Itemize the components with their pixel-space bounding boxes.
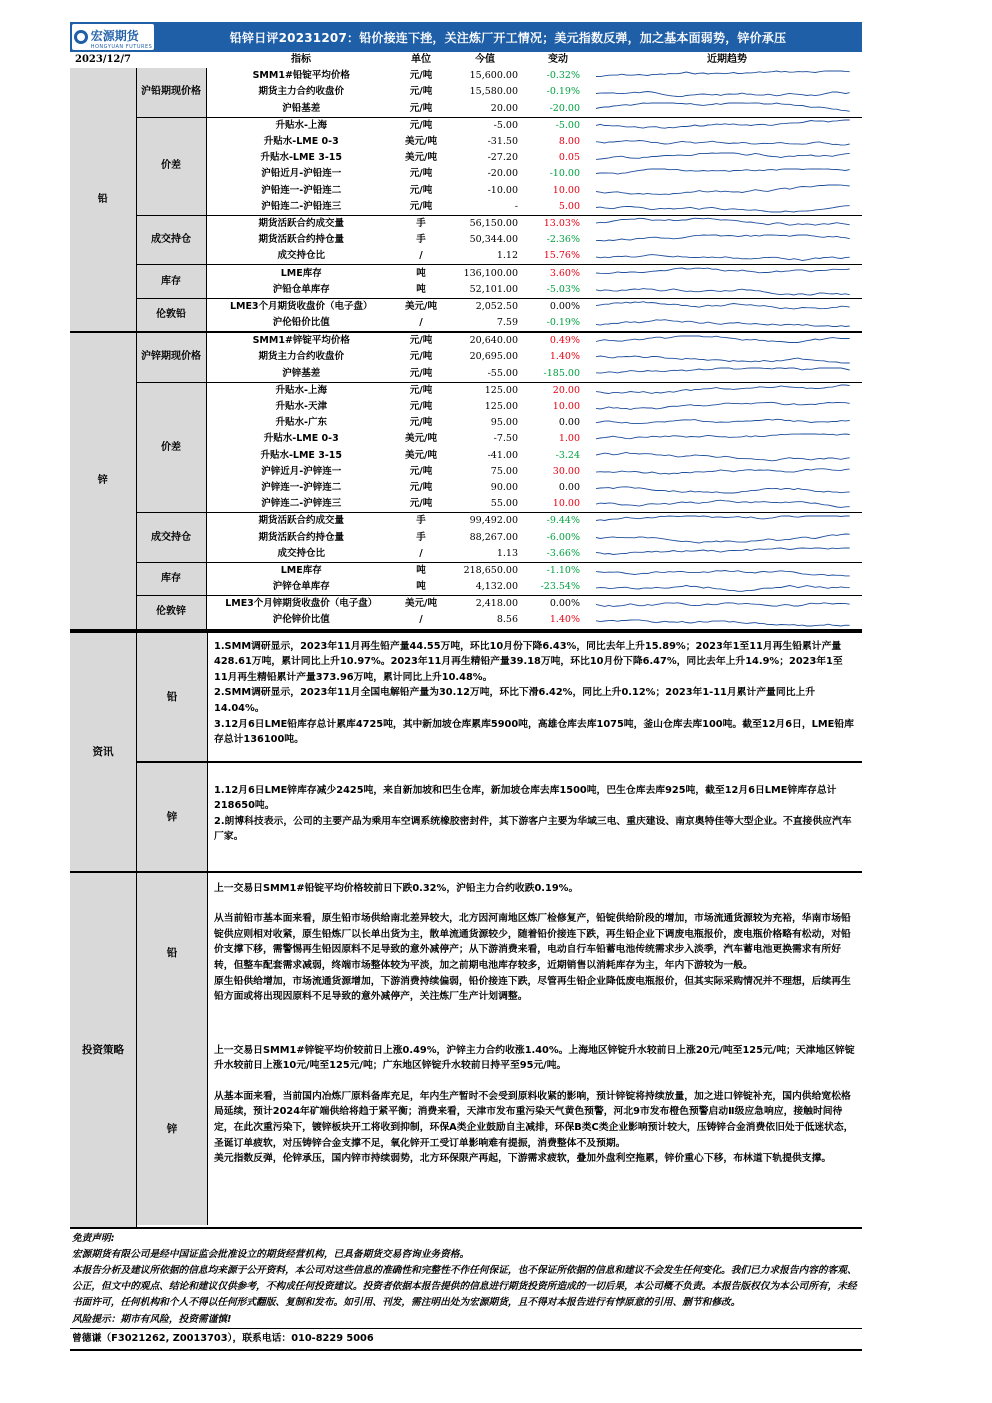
trend-sparkline — [592, 101, 862, 118]
trend-sparkline — [592, 84, 862, 100]
change-value: 1.40% — [549, 351, 580, 363]
today-value: 125.00 — [484, 401, 518, 413]
strategy-label: 投资策略 — [70, 873, 137, 1227]
today-value: - — [446, 199, 524, 216]
strategy-lead-para-1: 上一交易日SMM1#铅锭平均价格较前日下跌0.32%，沪铅主力合约收跌0.19%。 — [214, 882, 579, 894]
unit-cell: 手 — [416, 531, 426, 543]
unit-cell: 美元/吨 — [405, 433, 437, 445]
indicator-name: SMM1#锌锭平均价格 — [252, 335, 350, 347]
strategy-zinc-para-1: 上一交易日SMM1#锌锭平均价较前日上涨0.49%，沪锌主力合约收涨1.40%。上海地区锌锭升水较前日上涨20元/吨至125元/吨；天津地区锌锭升水较前日上涨10元/吨至125元/吨；广东地区锌锭升水较前日持平至95元/吨。 — [214, 1044, 855, 1072]
disclaimer-line-2: 本报告分析及建议所依据的信息均来源于公开资料，本公司对这些信息的准确性和完整性不作任何保证，也不保证所依据的信息和建议不会发生任何变化。我们已力求报告内容的客观、公正，但文中的观点、结论和建议仅供参考，不构成任何投资建议。投资者依据本报告提供的信息进行期货投资所造成的一切后果，本公司概不负责。本报告版权仅为本公司所有，未经书面许可，任何机构和个人不得以任何形式翻版、复制和发布。如引用、刊发，需注明出处为宏源期货，且不得对本报告进行有悖原意的引用、删节和修改。 — [72, 1264, 857, 1309]
strategy-lead-para-2: 从当前铅市基本面来看，原生铅市场供给南北差异较大，北方因河南地区炼厂检修复产，铅锭供给阶段的增加，市场流通货源较为充裕，华南市场铅锭供应则相对收紧，原生铅炼厂以长单出货为主，散单流通货源较少，随着铅价接连下跌，再生铅企业下调废电瓶报价，废电瓶价格略有松动，对铅价支撑下移，需警惕再生铅因原料不足导致的意外减停产；从下游消费来看，电动自行车铅蓄电池传统需求步入淡季，汽车蓄电池更换需求有所好转，但整车配套需求减弱，终端市场整体较为平淡，加之前期电池库存较多，近期销售以消耗库存为主，年内下游较为一般。 — [214, 913, 851, 971]
trend-sparkline — [592, 298, 862, 315]
news-zinc — [137, 763, 862, 871]
news-lead-item-3: 3.12月6日LME铅库存总计累库4725吨，其中新加坡仓库累库5900吨，高雄仓库去库1075吨，釜山仓库去库100吨。截至12月6日，LME铅库存总计136100吨。 — [214, 718, 854, 746]
group-label: 库存 — [136, 265, 206, 298]
group-label: 沪锌期现价格 — [136, 332, 206, 382]
today-value: -5.00 — [493, 119, 518, 131]
unit-cell: 元/吨 — [409, 401, 433, 413]
company-logo — [72, 24, 154, 50]
news-lead — [137, 633, 862, 763]
table-row — [70, 265, 862, 282]
change-value: -2.36% — [546, 234, 580, 246]
unit-cell: / — [396, 248, 446, 265]
indicator-name: 成交持仓比 — [206, 248, 396, 265]
unit-cell: 元/吨 — [409, 384, 433, 396]
indicator-name: 升贴水-上海 — [275, 119, 327, 131]
indicator-name: 沪伦锌价比值 — [206, 612, 396, 629]
today-value: -20.00 — [487, 168, 518, 180]
group-label: 沪铅期现价格 — [136, 68, 206, 117]
trend-sparkline — [592, 248, 862, 265]
indicator-name: 沪锌基差 — [206, 366, 396, 383]
unit-cell: 元/吨 — [409, 417, 433, 429]
today-value: -31.50 — [487, 136, 518, 148]
indicator-name: 期货活跃合约持仓量 — [258, 234, 344, 246]
unit-cell: 手 — [416, 234, 426, 246]
disclaimer-heading: 免责声明: — [72, 1232, 115, 1244]
table-row — [70, 332, 862, 349]
indicator-name: 沪锌连二-沪锌连三 — [206, 496, 396, 513]
news-zinc-item-1: 1.12月6日LME锌库存减少2425吨，来自新加坡和巴生仓库，新加坡仓库去库1500吨，巴生仓库去库925吨，截至12月6日LME锌库存总计218650吨。 — [214, 784, 837, 812]
group-label: 库存 — [136, 562, 206, 595]
news-lead-text — [208, 633, 862, 761]
change-value: -185.00 — [524, 366, 592, 383]
unit-cell: 元/吨 — [396, 366, 446, 383]
today-value: 2,052.50 — [475, 300, 518, 312]
table-header-row — [70, 52, 862, 68]
change-value: 0.00 — [558, 481, 580, 493]
indicator-name: LME3个月期货收盘价（电子盘） — [229, 300, 373, 312]
change-value: 1.00 — [558, 433, 580, 445]
today-value: 52,101.00 — [446, 282, 524, 299]
change-value: 0.00% — [549, 598, 580, 610]
table-row — [70, 68, 862, 84]
trend-header: 近期趋势 — [707, 54, 747, 66]
report-title: 铅锌日评20231207：铅价接连下挫，关注炼厂开工情况；美元指数反弹，加之基本面弱势，锌价承压 — [229, 30, 787, 45]
disclaimer — [70, 1227, 862, 1328]
trend-sparkline — [592, 349, 862, 365]
unit-cell: 手 — [416, 217, 426, 229]
today-value: 1.12 — [446, 248, 524, 265]
trend-sparkline — [592, 399, 862, 415]
today-value: 50,344.00 — [469, 234, 518, 246]
report-header — [70, 22, 862, 52]
today-value: 4,132.00 — [446, 579, 524, 596]
trend-sparkline — [592, 464, 862, 480]
unit-cell: 美元/吨 — [405, 152, 437, 164]
blank-header — [136, 52, 206, 68]
news-section — [70, 631, 862, 871]
today-value: 7.59 — [446, 315, 524, 332]
unit-cell: 元/吨 — [396, 496, 446, 513]
trend-sparkline — [592, 596, 862, 613]
logo-text: 宏源期货 — [90, 28, 139, 43]
news-lead-label: 铅 — [137, 633, 208, 761]
trend-sparkline — [592, 183, 862, 199]
indicator-name: LME库存 — [280, 267, 322, 279]
unit-header: 单位 — [411, 54, 431, 66]
trend-sparkline — [592, 546, 862, 563]
today-value: 218,650.00 — [463, 564, 518, 576]
change-value: 0.00% — [549, 300, 580, 312]
group-label: 价差 — [136, 382, 206, 513]
indicator-name: 沪锌连一-沪锌连二 — [261, 481, 342, 493]
table-row — [70, 298, 862, 315]
today-value: 1.13 — [446, 546, 524, 563]
news-lead-item-2: 2.SMM调研显示，2023年11月全国电解铅产量为30.12万吨，环比下滑6.42%，同比上升0.12%；2023年1-11月累计产量同比上升14.04%。 — [214, 687, 816, 714]
unit-cell: 吨 — [396, 282, 446, 299]
trend-sparkline — [592, 265, 862, 282]
unit-cell: 美元/吨 — [405, 300, 437, 312]
trend-sparkline — [592, 529, 862, 545]
section-label: 铅 — [70, 68, 136, 332]
unit-cell: 元/吨 — [409, 184, 433, 196]
today-value: 88,267.00 — [469, 531, 518, 543]
unit-cell: 元/吨 — [396, 199, 446, 216]
table-row — [70, 215, 862, 232]
trend-sparkline — [592, 579, 862, 596]
indicator-name: 期货主力合约收盘价 — [258, 86, 344, 98]
today-value: -7.50 — [493, 433, 518, 445]
indicator-name: 沪铅近月-沪铅连一 — [261, 168, 342, 180]
unit-cell: 吨 — [416, 267, 426, 279]
today-value: -41.00 — [487, 449, 518, 461]
today-value: 15,600.00 — [469, 70, 518, 82]
unit-cell: 吨 — [396, 579, 446, 596]
trend-sparkline — [592, 480, 862, 496]
news-zinc-label: 锌 — [137, 763, 208, 871]
table-row — [70, 513, 862, 530]
change-value: -0.19% — [524, 315, 592, 332]
news-zinc-text — [208, 763, 862, 871]
indicator-name: 升贴水-广东 — [275, 417, 327, 429]
today-value: 95.00 — [490, 417, 518, 429]
trend-sparkline — [592, 431, 862, 447]
trend-sparkline — [592, 562, 862, 579]
trend-sparkline — [592, 134, 862, 150]
indicator-name: 沪铅连二-沪铅连三 — [206, 199, 396, 216]
strategy-lead-para-3: 原生铅供给增加，市场流通货源增加，下游消费持续偏弱，铅价接连下跌，尽管再生铅企业降低废电瓶报价，但其实际采购情况并不理想，后续再生铅方面或将出现因原料不足导致的意外减停产，关注炼厂生产计划调整。 — [214, 975, 851, 1003]
change-value: -0.19% — [546, 86, 580, 98]
group-label: 伦敦铅 — [136, 298, 206, 332]
unit-cell: 美元/吨 — [405, 449, 437, 461]
unit-cell: 元/吨 — [409, 351, 433, 363]
trend-sparkline — [592, 282, 862, 299]
trend-sparkline — [592, 612, 862, 629]
change-value: -3.66% — [524, 546, 592, 563]
indicator-name: 沪伦铅价比值 — [206, 315, 396, 332]
today-value: 15,580.00 — [469, 86, 518, 98]
table-row — [70, 117, 862, 134]
trend-sparkline — [592, 150, 862, 166]
indicator-header: 指标 — [291, 54, 311, 66]
change-value: -20.00 — [524, 101, 592, 118]
indicator-name: 成交持仓比 — [206, 546, 396, 563]
trend-sparkline — [592, 366, 862, 383]
trend-sparkline — [592, 513, 862, 530]
change-value: -23.54% — [524, 579, 592, 596]
strategy-section — [70, 871, 862, 1227]
unit-cell: 美元/吨 — [405, 598, 437, 610]
unit-cell: / — [396, 546, 446, 563]
change-value: 20.00 — [552, 384, 580, 396]
today-value: -10.00 — [487, 184, 518, 196]
indicator-name: 沪锌仓单库存 — [206, 579, 396, 596]
strategy-zinc-para-2: 从基本面来看，当前国内冶炼厂原料备库充足，年内生产暂时不会受到原料收紧的影响，预计锌锭将持续放量，加之进口锌锭补充，国内供给宽松格局延续，预计2024年矿端供给将趋于紧平衡；消费来看，天津市发布重污染天气黄色预警，河北9市发布橙色预警启动Ⅱ级应急响应，接触时间待定，在此次重污染下，镀锌板块开工将收到抑制，环保A类企业鼓励自主减排，环保B类C类企业影响预计较大，压铸锌合金消费依旧处于低迷状态，圣诞订单疲软，对压铸锌合金支撑不足，氧化锌开工受订单影响难有提振，消费整体不及预期。 — [214, 1090, 854, 1149]
change-value: 8.00 — [558, 136, 580, 148]
today-value: -55.00 — [446, 366, 524, 383]
change-value: -6.00% — [546, 531, 580, 543]
indicator-name: 升贴水-LME 0-3 — [263, 136, 339, 148]
market-data-table — [70, 52, 862, 631]
today-value: 125.00 — [484, 384, 518, 396]
change-value: 15.76% — [524, 248, 592, 265]
today-header: 今值 — [475, 54, 495, 66]
change-value: -0.32% — [546, 70, 580, 82]
indicator-name: 期货主力合约收盘价 — [258, 351, 344, 363]
group-label: 成交持仓 — [136, 513, 206, 563]
strategy-lead-text — [208, 873, 862, 1033]
indicator-name: 沪铅基差 — [206, 101, 396, 118]
news-label: 资讯 — [70, 633, 137, 871]
today-value: 2,418.00 — [475, 598, 518, 610]
trend-sparkline — [592, 117, 862, 134]
change-value: 10.00 — [524, 496, 592, 513]
indicator-name: 升贴水-LME 3-15 — [260, 449, 343, 461]
indicator-name: 期货活跃合约持仓量 — [258, 531, 344, 543]
change-value: -5.00 — [555, 119, 580, 131]
change-value: 13.03% — [543, 217, 580, 229]
unit-cell: 元/吨 — [409, 70, 433, 82]
indicator-name: 升贴水-天津 — [275, 401, 327, 413]
unit-cell: 美元/吨 — [405, 136, 437, 148]
logo-subtext: HONGYUAN FUTURES — [90, 43, 153, 50]
change-value: 10.00 — [552, 401, 580, 413]
change-value: -3.24 — [555, 449, 580, 461]
today-value: 136,100.00 — [463, 267, 518, 279]
trend-sparkline — [592, 166, 862, 182]
strategy-zinc — [137, 1033, 862, 1225]
unit-cell: 元/吨 — [396, 101, 446, 118]
indicator-name: 沪锌近月-沪锌连一 — [261, 465, 342, 477]
today-value: 56,150.00 — [469, 217, 518, 229]
today-value: 75.00 — [490, 465, 518, 477]
unit-cell: / — [396, 315, 446, 332]
strategy-zinc-para-3: 美元指数反弹，伦锌承压，国内锌市持续弱势，北方环保限产再起，下游需求疲软，叠加外盘利空拖累，锌价重心下移，布林道下轨提供支撑。 — [214, 1153, 832, 1165]
trend-sparkline — [592, 68, 862, 84]
today-value: 55.00 — [446, 496, 524, 513]
date-header: 2023/12/7 — [74, 54, 131, 66]
change-value: 3.60% — [549, 267, 580, 279]
trend-sparkline — [592, 332, 862, 349]
change-value: 0.49% — [549, 335, 580, 347]
change-value: 1.40% — [524, 612, 592, 629]
indicator-name: SMM1#铅锭平均价格 — [252, 70, 350, 82]
news-zinc-item-2: 2.朗博科技表示，公司的主要产品为乘用车空调系统橡胶密封件，其下游客户主要为华域三电、重庆建设、南京奥特佳等大型企业。不直接供应汽车厂家。 — [214, 815, 852, 843]
group-label: 成交持仓 — [136, 215, 206, 265]
trend-sparkline — [592, 232, 862, 248]
unit-cell: 元/吨 — [409, 465, 433, 477]
analyst-contact: 曾德谦（F3021262, Z0013703），联系电话：010-8229 5006 — [70, 1328, 862, 1351]
trend-sparkline — [592, 496, 862, 513]
trend-sparkline — [592, 415, 862, 431]
today-value: 20,640.00 — [469, 335, 518, 347]
today-value: 20.00 — [446, 101, 524, 118]
indicator-name: 沪铅仓单库存 — [206, 282, 396, 299]
indicator-name: LME库存 — [280, 564, 322, 576]
section-label: 锌 — [70, 332, 136, 629]
change-value: 5.00 — [524, 199, 592, 216]
today-value: -27.20 — [487, 152, 518, 164]
unit-cell: 吨 — [416, 564, 426, 576]
change-value: -5.03% — [524, 282, 592, 299]
indicator-name: 沪铅连一-沪铅连二 — [261, 184, 342, 196]
logo-icon — [74, 30, 88, 44]
change-header: 变动 — [548, 54, 568, 66]
group-label: 价差 — [136, 117, 206, 215]
change-value: -10.00 — [549, 168, 580, 180]
unit-cell: 元/吨 — [409, 86, 433, 98]
indicator-name: 期货活跃合约成交量 — [258, 217, 344, 229]
trend-sparkline — [592, 215, 862, 232]
indicator-name: LME3个月锌期货收盘价（电子盘） — [225, 598, 378, 610]
change-value: 0.05 — [558, 152, 580, 164]
group-label: 伦敦锌 — [136, 596, 206, 630]
change-value: -9.44% — [546, 515, 580, 527]
change-value: 10.00 — [552, 184, 580, 196]
unit-cell: 元/吨 — [409, 481, 433, 493]
indicator-name: 升贴水-LME 0-3 — [263, 433, 339, 445]
report — [70, 22, 862, 1351]
indicator-name: 期货活跃合约成交量 — [258, 515, 344, 527]
trend-sparkline — [592, 448, 862, 464]
today-value: 90.00 — [490, 481, 518, 493]
indicator-name: 升贴水-LME 3-15 — [260, 152, 343, 164]
news-lead-item-1: 1.SMM调研显示，2023年11月再生铅产量44.55万吨，环比10月份下降6.43%，同比去年上升15.89%；2023年1至11月再生铅累计产量428.61万吨，累计同比上升10.97%。2023年11月再生精铅产量39.18万吨，环比10月份下降6.47%，同比去年上升14.9%；2023年1至11月再生精铅累计产量373.96万吨，累计同比上升10.48%。 — [214, 640, 843, 683]
unit-cell: 元/吨 — [409, 119, 433, 131]
table-row — [70, 382, 862, 399]
strategy-zinc-label: 锌 — [137, 1033, 208, 1225]
trend-sparkline — [592, 382, 862, 399]
unit-cell: / — [396, 612, 446, 629]
trend-sparkline — [592, 199, 862, 216]
strategy-lead-label: 铅 — [137, 873, 208, 1033]
indicator-name: 升贴水-上海 — [275, 384, 327, 396]
change-value: -1.10% — [546, 564, 580, 576]
change-value: 0.00 — [558, 417, 580, 429]
disclaimer-line-1: 宏源期货有限公司是经中国证监会批准设立的期货经营机构，已具备期货交易咨询业务资格。 — [72, 1248, 470, 1260]
today-value: 99,492.00 — [469, 515, 518, 527]
unit-cell: 元/吨 — [409, 335, 433, 347]
strategy-lead — [137, 873, 862, 1033]
change-value: 30.00 — [552, 465, 580, 477]
unit-cell: 元/吨 — [409, 168, 433, 180]
today-value: 8.56 — [446, 612, 524, 629]
table-row — [70, 562, 862, 579]
table-row — [70, 596, 862, 613]
unit-cell: 手 — [416, 515, 426, 527]
trend-sparkline — [592, 315, 862, 332]
strategy-zinc-text — [208, 1033, 862, 1225]
risk-warning: 风险提示：期市有风险，投资需谨慎! — [72, 1313, 232, 1325]
today-value: 20,695.00 — [469, 351, 518, 363]
